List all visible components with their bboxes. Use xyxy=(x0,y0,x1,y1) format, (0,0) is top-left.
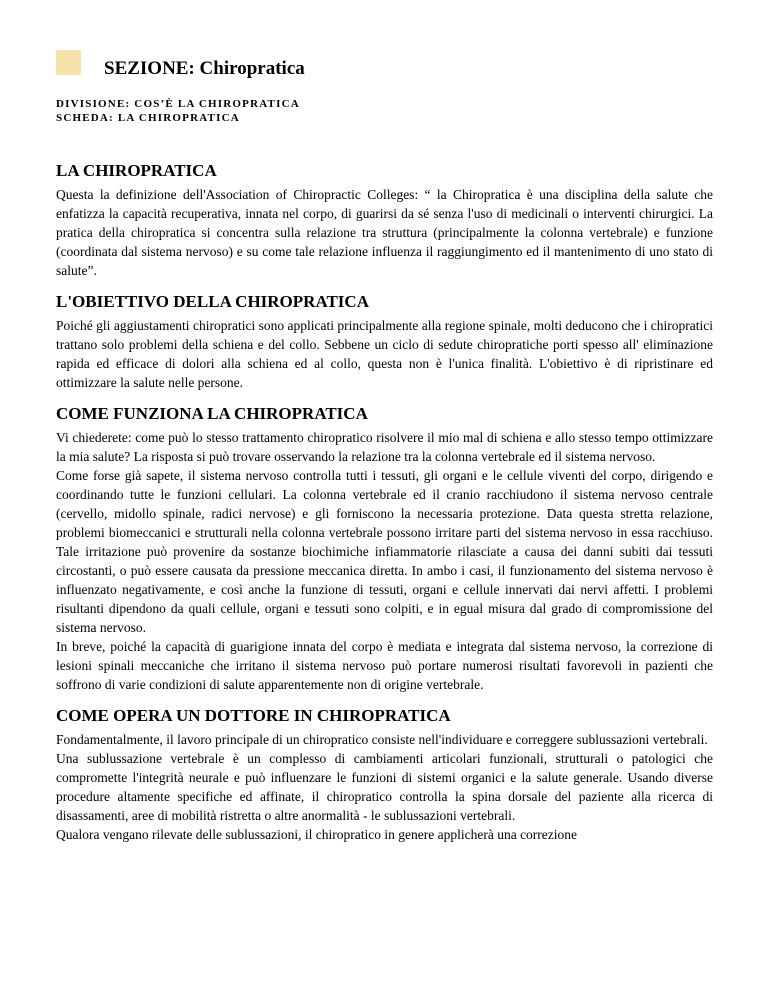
paragraph: In breve, poiché la capacità di guarigione innata del corpo è mediata e integrata dal sistema nervoso, la correzione di lesioni spinali meccaniche che irritano il sistema nervoso può portare numerosi risultati favorevoli in pazienti che soffrono di varie condizioni di salute apparentemente non di origine vertebrale. xyxy=(56,639,713,692)
section-obiettivo xyxy=(56,291,713,392)
paragraph: Una sublussazione vertebrale è un complesso di cambiamenti articolari funzionali, strutturali o patologici che compromette l'integrità neurale e può influenzare le funzioni di sistemi organici e la salute generale. Usando diverse procedure altamente specifiche ed affinate, il chiropratico controlla la spina dorsale del paziente alla ricerca di disassamenti, aree di mobilità ristretta o altre anormalità - le sublussazioni vertebrali. xyxy=(56,751,713,823)
section-heading: COME OPERA UN DOTTORE IN CHIROPRATICA xyxy=(56,706,451,725)
document-body xyxy=(56,160,713,855)
section-come-funziona xyxy=(56,403,713,694)
section-heading: LA CHIROPRATICA xyxy=(56,161,217,180)
division-label: DIVISIONE: COS’È LA CHIROPRATICA xyxy=(56,98,300,110)
paragraph: Questa la definizione dell'Association of Chiropractic Colleges: “ la Chiropratica è una disciplina della salute che enfatizza la capacità recuperativa, innata nel corpo, di guarirsi da sé senza l'uso di medicinali o interventi chirurgici. La pratica della chiropratica si concentra sulla relazione tra struttura (principalmente la colonna vertebrale) e funzione (coordinata dal sistema nervoso) e su come tale relazione influenza il raggiungimento ed il mantenimento di uno stato di salute”. xyxy=(56,187,713,278)
section-heading: L'OBIETTIVO DELLA CHIROPRATICA xyxy=(56,292,369,311)
section-marker xyxy=(56,50,81,75)
section-come-opera xyxy=(56,705,713,844)
document-meta xyxy=(56,97,300,125)
paragraph: Come forse già sapete, il sistema nervoso controlla tutti i tessuti, gli organi e le cellule viventi del corpo, dirigendo e coordinando tutte le funzioni cellulari. La colonna vertebrale ed il cranio racchiudono il sistema nervoso centrale (cervello, midollo spinale, radici nervose) e gli forniscono la necessaria protezione. Data questa stretta relazione, problemi biomeccanici e strutturali nella colonna vertebrale possono irritare parti del sistema nervoso in essa racchiuso. Tale irritazione può provenire da sostanze biochimiche infiammatorie rilasciate a causa dei danni subiti dai tessuti circostanti, o può essere causata da pressione meccanica diretta. In ambo i casi, il funzionamento del sistema nervoso è influenzato negativamente, e così anche la funzione di tessuti, organi e cellule innervati dai nervi affetti. I problemi risultanti dipendono da quali cellule, organi e tessuti sono colpiti, e in egual misura dal grado di compromissione del sistema nervoso. xyxy=(56,468,713,635)
page-title: SEZIONE: Chiropratica xyxy=(104,58,305,79)
section-la-chiropratica xyxy=(56,160,713,280)
paragraph: Vi chiederete: come può lo stesso trattamento chiropratico risolvere il mio mal di schiena e allo stesso tempo ottimizzare la mia salute? La risposta si può trovare osservando la relazione tra la colonna vertebrale ed il sistema nervoso. xyxy=(56,430,713,464)
sheet-label: SCHEDA: LA CHIROPRATICA xyxy=(56,112,240,124)
paragraph: Fondamentalmente, il lavoro principale di un chiropratico consiste nell'individuare e correggere sublussazioni vertebrali. xyxy=(56,732,708,747)
section-heading: COME FUNZIONA LA CHIROPRATICA xyxy=(56,404,368,423)
paragraph: Qualora vengano rilevate delle sublussazioni, il chiropratico in genere applicherà una correzione xyxy=(56,827,578,842)
paragraph: Poiché gli aggiustamenti chiropratici sono applicati principalmente alla regione spinale, molti deducono che i chiropratici trattano solo problemi della schiena e del collo. Sebbene un ciclo di sedute chiropratiche porti spesso all' eliminazione rapida ed efficace di dolori alla schiena ed al collo, questa non è l'unica finalità. L'obiettivo è di ripristinare ed ottimizzare la salute nelle persone. xyxy=(56,318,713,390)
